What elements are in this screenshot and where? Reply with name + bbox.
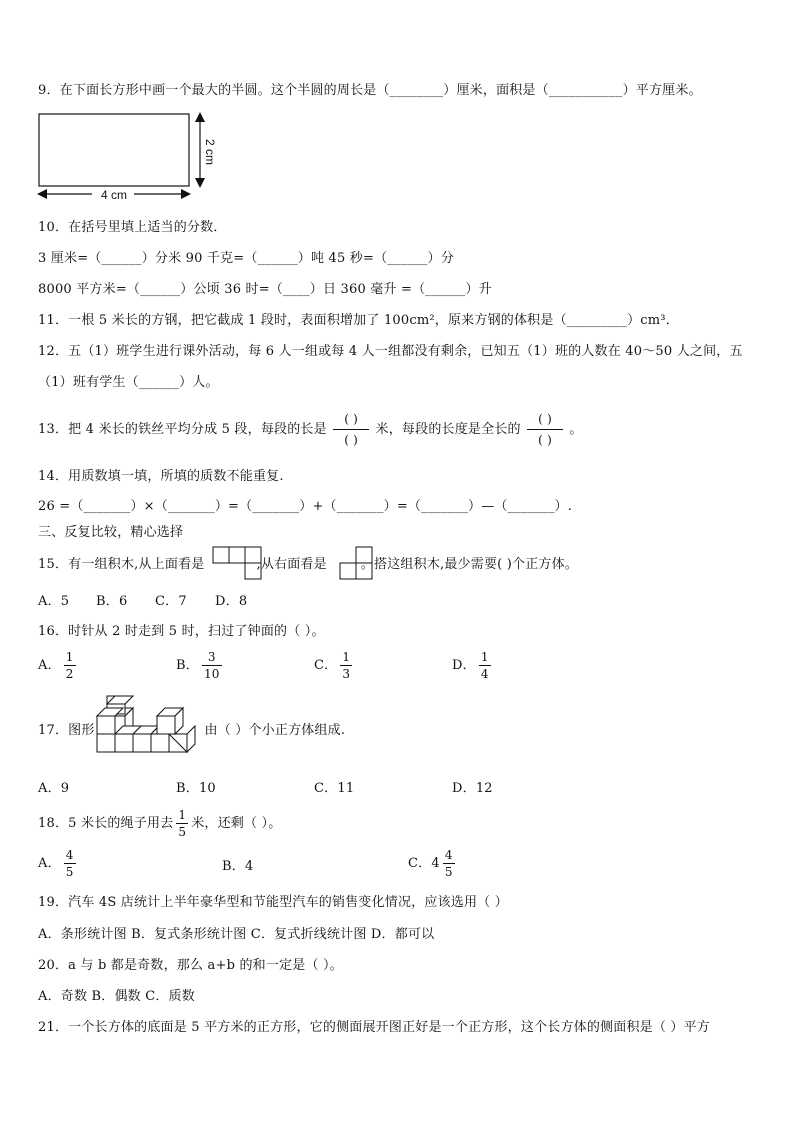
option-label: B． [176,658,199,673]
q15-option-a[interactable]: A．5 [38,594,70,609]
cube-stack-diagram [93,694,205,766]
q15-option-b[interactable]: B．6 [96,594,128,609]
option-label: D． [452,658,476,673]
section-3-title: 三、反复比较，精心选择 [38,525,184,540]
question-19-text: 19．汽车 4S 店统计上半年豪华型和节能型汽车的销售变化情况，应该选用（ ） [38,895,508,910]
q16-option-c[interactable] [314,650,355,681]
question-15 [38,556,578,574]
q17-option-c[interactable]: C．11 [314,781,355,796]
fraction: $\frac{1}{5}$ [178,808,187,839]
q16-option-b[interactable] [176,650,225,681]
question-9-text: 9．在下面长方形中画一个最大的半圆。这个半圆的周长是（________）厘米，面积是（___________）平方厘米。 [38,83,702,98]
question-14-equation: 26 =（_______）×（_______）=（_______）+（_______）=（_______）—（_______）. [38,499,573,514]
question-13-part3: 。 [569,422,583,437]
q16-option-d[interactable] [452,650,494,681]
q16-option-a[interactable] [38,650,79,681]
question-18-part2: 米，还剩（ ）。 [191,816,282,831]
option-label: A． [38,658,61,673]
question-11-text: 11．一根 5 米长的方钢，把它截成 1 段时，表面积增加了 100cm²，原来方钢的体积是（_________）cm³． [38,313,679,328]
right-view-diagram [339,546,373,580]
q15-option-c[interactable]: C．7 [155,594,187,609]
question-15-part2: ,从右面看是 [256,557,327,572]
question-12-line1: 12．五（1）班学生进行课外活动，每 6 人一组或每 4 人一组都没有剩余，已知五（1）班的人数在 40～50 人之间，五 [38,344,743,359]
question-20-text: 20．a 与 b 都是奇数，那么 a+b 的和一定是（ ）。 [38,958,343,973]
question-12-line2: （1）班有学生（______）人。 [38,375,219,390]
question-14-title: 14．用质数填一填，所填的质数不能重复. [38,469,284,484]
question-10-row1: 3 厘米=（______）分米 90 千克=（______）吨 45 秒=（______）分 [38,251,454,266]
fraction: $\frac{4}{5}$ [444,848,453,879]
fraction: $\frac{3}{10}$ [203,650,220,681]
option-label: C． [314,658,338,673]
fraction-blank-den: ( ) [344,433,359,447]
question-19-options[interactable]: A．条形统计图 B．复式条形统计图 C．复式折线统计图 D．都可以 [38,927,435,942]
rectangle-diagram [30,108,220,204]
question-20-options[interactable]: A．奇数 B．偶数 C．质数 [38,989,195,1004]
question-18-part1: 18．5 米长的绳子用去 [38,816,174,831]
fraction-blank [333,412,369,447]
top-view-diagram [212,546,264,580]
fraction: $\frac{1}{4}$ [480,650,489,681]
fraction: $\frac{4}{5}$ [65,848,74,879]
q17-option-b[interactable]: B．10 [176,781,216,796]
q17-option-d[interactable]: D．12 [452,781,493,796]
option-label: A． [38,856,61,871]
width-label: 4 cm [100,188,128,202]
question-13-part1: 13．把 4 米长的铁丝平均分成 5 段，每段的长是 [38,422,327,437]
question-10-row2: 8000 平方米=（______）公顷 36 时=（____）日 360 毫升 =（______）升 [38,282,492,297]
question-15-part1: 15．有一组积木,从上面看是 [38,557,205,572]
q15-option-d[interactable]: D．8 [215,594,248,609]
option-label: C． [408,856,432,871]
fraction-blank-num: ( ) [344,412,359,426]
question-13 [38,412,583,448]
q17-option-a[interactable]: A．9 [38,781,70,796]
fraction-blank [527,412,563,447]
height-label: 2 cm [203,138,217,166]
question-21-text: 21．一个长方体的底面是 5 平方米的正方形，它的侧面展开图正好是一个正方形，这个长方体的侧面积是（ ）平方 [38,1020,711,1035]
question-15-part3: 。搭这组积木,最少需要( )个正方体。 [360,557,579,572]
question-17-part1: 17．图形 [38,723,95,738]
mixed-whole: 4 [431,855,440,871]
fraction-blank-num: ( ) [538,412,552,426]
q18-option-b[interactable]: B．4 [222,859,254,874]
question-18 [38,806,281,842]
question-10-title: 10．在括号里填上适当的分数． [38,220,227,235]
fraction-blank-den: ( ) [538,433,552,447]
q18-option-a[interactable] [38,848,79,879]
question-16-text: 16．时针从 2 时走到 5 时，扫过了钟面的（ ）。 [38,624,325,639]
question-17-part2: 由（ ）个小正方体组成. [204,723,346,738]
fraction: $\frac{1}{3}$ [342,650,351,681]
question-13-part2: 米，每段的长度是全长的 [375,422,521,437]
fraction: $\frac{1}{2}$ [65,650,74,681]
q18-option-c[interactable] [408,848,458,879]
